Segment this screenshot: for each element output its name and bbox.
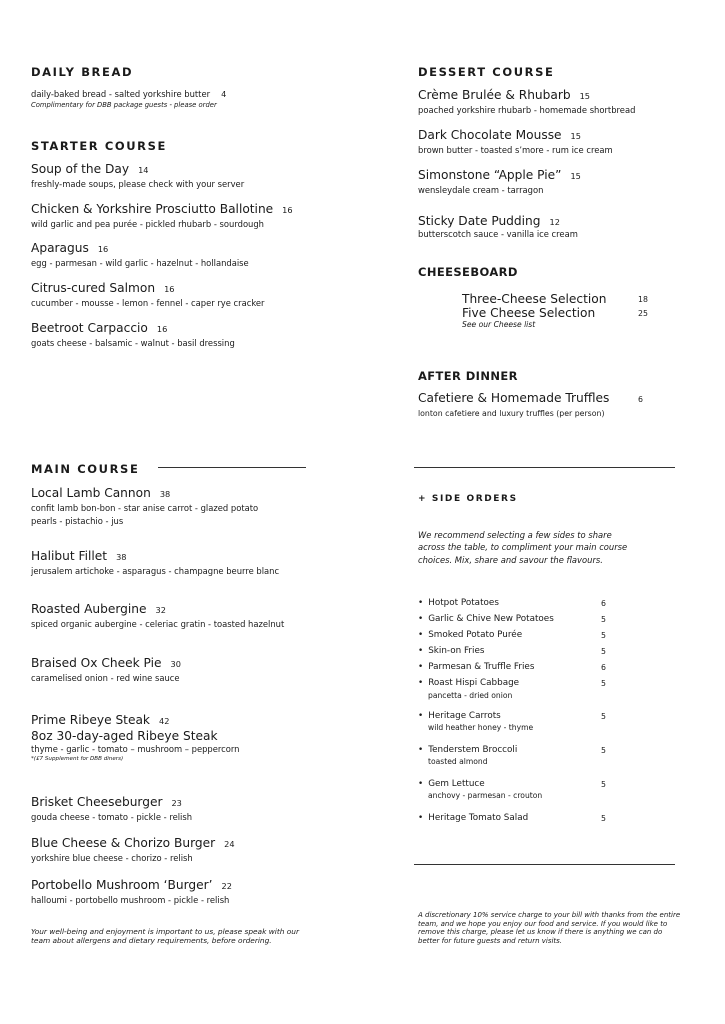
- daily-bread-note: Complimentary for DBB package guests - please order: [31, 101, 217, 109]
- side-item-price: 5: [601, 814, 606, 823]
- item-price: 32: [155, 605, 166, 615]
- item-description: freshly-made soups, please check with your server: [31, 179, 245, 189]
- cheese-item-name: Three-Cheese Selection: [462, 292, 607, 306]
- item-description: spiced organic aubergine - celeriac gratin - toasted hazelnut: [31, 619, 285, 629]
- item-description: poached yorkshire rhubarb - homemade shortbread: [418, 105, 636, 115]
- sides-intro-line: across the table, to compliment your main course: [418, 542, 628, 553]
- starter-item: [31, 321, 235, 349]
- item-price: 16: [97, 244, 109, 254]
- item-price: 15: [570, 171, 581, 181]
- item-name: Prime Ribeye Steak: [31, 713, 150, 727]
- item-note: *(£7 Supplement for DBB diners): [31, 756, 124, 762]
- dessert-heading: DESSERT COURSE: [418, 65, 555, 79]
- main-item: [31, 878, 232, 906]
- side-item-price: 5: [601, 631, 606, 640]
- after-dinner-heading: AFTER DINNER: [418, 369, 518, 383]
- item-description: jerusalem artichoke - asparagus - champagne beurre blanc: [31, 566, 280, 576]
- cheese-item-price: 25: [638, 309, 648, 318]
- service-charge-line: A discretionary 10% service charge to your bill with thanks from the entire: [418, 911, 681, 919]
- main-heading: MAIN COURSE: [31, 462, 140, 476]
- side-item-name: • Tenderstem Broccoli: [418, 745, 517, 755]
- side-item-desc: pancetta - dried onion: [428, 691, 513, 700]
- side-item-price: 5: [601, 712, 606, 721]
- item-description: cucumber - mousse - lemon - fennel - caper rye cracker: [31, 298, 265, 308]
- side-item-name: • Heritage Tomato Salad: [418, 813, 528, 823]
- item-subtitle: 8oz 30-day-aged Ribeye Steak: [31, 729, 218, 743]
- cheese-item-name: Five Cheese Selection: [462, 306, 596, 320]
- sides-bottom-rule: [414, 864, 675, 865]
- item-price: 12: [549, 217, 560, 227]
- service-charge-line: remove this charge, please let us know if there is anything we can do: [418, 928, 663, 937]
- item-name: Citrus-cured Salmon: [31, 281, 156, 295]
- side-item-name: • Gem Lettuce: [418, 779, 485, 789]
- main-item: [31, 656, 181, 684]
- dessert-item: [418, 128, 613, 156]
- after-dinner-desc: lonton cafetiere and luxury truffles (per person): [418, 409, 605, 418]
- starter-item: [31, 162, 244, 190]
- item-description: gouda cheese - tomato - pickle - relish: [31, 812, 193, 822]
- side-item-name: • Garlic & Chive New Potatoes: [418, 614, 554, 624]
- item-price: 38: [116, 552, 127, 562]
- item-price: 15: [570, 131, 581, 141]
- item-description: yorkshire blue cheese - chorizo - relish: [31, 853, 193, 863]
- item-name: Beetroot Carpaccio: [31, 321, 148, 335]
- cheeseboard-note: See our Cheese list: [462, 320, 536, 329]
- sides-heading: + SIDE ORDERS: [418, 494, 518, 504]
- item-name: Sticky Date Pudding: [418, 214, 541, 228]
- item-price: 16: [164, 284, 175, 294]
- item-name: Crème Brulée & Rhubarb: [418, 88, 571, 102]
- side-item-price: 5: [601, 615, 606, 624]
- item-name: Simonstone “Apple Pie”: [418, 168, 562, 182]
- sides-intro-line: choices. Mix, share and savour the flavours.: [418, 554, 603, 565]
- item-description: halloumi - portobello mushroom - pickle - relish: [31, 895, 230, 905]
- allergen-footer-line: team about allergens and dietary requirements, before ordering.: [31, 936, 272, 946]
- side-item-price: 6: [601, 599, 606, 608]
- daily-bread-description: [31, 89, 226, 100]
- item-name: Portobello Mushroom ‘Burger’: [31, 878, 213, 892]
- side-item-name: • Heritage Carrots: [418, 711, 501, 721]
- item-price: 14: [138, 165, 149, 175]
- side-item-desc: anchovy - parmesan - crouton: [428, 791, 543, 800]
- daily-bread-price: 4: [221, 89, 227, 99]
- main-item: [31, 836, 235, 864]
- daily-bread-heading: DAILY BREAD: [31, 65, 134, 79]
- main-item: [31, 713, 239, 762]
- side-item-name: • Roast Hispi Cabbage: [418, 678, 519, 688]
- item-description: wensleydale cream - tarragon: [418, 185, 544, 195]
- side-item-price: 5: [601, 780, 606, 789]
- side-item-price: 5: [601, 679, 606, 688]
- item-description: wild garlic and pea purée - pickled rhubarb - sourdough: [31, 219, 264, 229]
- side-item-name: • Smoked Potato Purée: [418, 630, 522, 640]
- item-description: brown butter - toasted s’more - rum ice cream: [418, 145, 613, 155]
- item-name: Braised Ox Cheek Pie: [31, 656, 162, 670]
- sides-intro: [418, 529, 627, 566]
- service-charge-line: better for future guests and return visits.: [418, 936, 563, 945]
- dessert-item: [418, 214, 578, 240]
- sides-top-rule: [414, 467, 675, 468]
- item-description: confit lamb bon-bon - star anise carrot - glazed potato: [31, 503, 259, 513]
- item-name: Aparagus: [31, 241, 89, 255]
- after-dinner-price: 6: [638, 395, 643, 404]
- after-dinner-item-name: Cafetiere & Homemade Truffles: [418, 391, 610, 405]
- side-item-price: 5: [601, 647, 606, 656]
- item-description-cont: pearls - pistachio - jus: [31, 516, 124, 526]
- starter-item: [31, 281, 264, 309]
- side-item-desc: wild heather honey - thyme: [428, 723, 534, 732]
- sides-intro-line: We recommend selecting a few sides to share: [418, 530, 612, 540]
- item-description: butterscotch sauce - vanilla ice cream: [418, 229, 578, 239]
- side-item-name: • Parmesan & Truffle Fries: [418, 662, 534, 672]
- starter-item: [31, 241, 249, 269]
- cheeseboard-heading: CHEESEBOARD: [418, 265, 518, 279]
- item-name: Brisket Cheeseburger: [31, 795, 163, 809]
- item-name: Local Lamb Cannon: [31, 486, 151, 500]
- side-item-name: • Hotpot Potatoes: [418, 598, 499, 608]
- item-name: Dark Chocolate Mousse: [418, 128, 562, 142]
- item-price: 24: [224, 839, 235, 849]
- side-item-price: 5: [601, 746, 606, 755]
- allergen-footer: [31, 927, 299, 946]
- main-item: [31, 602, 284, 630]
- cheese-item-price: 18: [638, 295, 648, 304]
- side-item-price: 6: [601, 663, 606, 672]
- main-item: [31, 795, 192, 823]
- item-description: goats cheese - balsamic - walnut - basil dressing: [31, 338, 235, 348]
- side-item-name: • Skin-on Fries: [418, 646, 484, 656]
- side-item-desc: toasted almond: [428, 757, 488, 766]
- item-description: egg - parmesan - wild garlic - hazelnut - hollandaise: [31, 258, 249, 268]
- service-charge-line: team, and we hope you enjoy our food and service. If you would like to: [418, 919, 668, 928]
- item-price: 38: [159, 489, 171, 499]
- allergen-footer-line: Your well-being and enjoyment is important to us, please speak with our: [31, 927, 299, 936]
- item-name: Roasted Aubergine: [31, 602, 147, 616]
- starter-item: [31, 202, 293, 230]
- item-price: 30: [170, 659, 181, 669]
- item-price: 23: [171, 798, 182, 808]
- item-name: Soup of the Day: [31, 162, 130, 176]
- starter-heading: STARTER COURSE: [31, 139, 167, 153]
- main-item: [31, 549, 279, 577]
- dessert-item: [418, 88, 635, 116]
- item-name: Halibut Fillet: [31, 549, 108, 563]
- main-heading-rule: [158, 467, 306, 468]
- item-price: 22: [221, 881, 232, 891]
- main-item: [31, 486, 258, 527]
- item-price: 42: [159, 716, 170, 726]
- item-price: 15: [579, 91, 591, 101]
- service-charge-note: [418, 911, 680, 945]
- item-description: thyme - garlic - tomato – mushroom – peppercorn: [31, 744, 240, 754]
- item-name: Blue Cheese & Chorizo Burger: [31, 836, 216, 850]
- item-name: Chicken & Yorkshire Prosciutto Ballotine: [31, 202, 274, 216]
- dessert-item: [418, 168, 581, 196]
- item-price: 16: [282, 205, 293, 215]
- daily-bread-desc: daily-baked bread - salted yorkshire butter: [31, 89, 211, 99]
- item-price: 16: [156, 324, 168, 334]
- item-description: caramelised onion - red wine sauce: [31, 673, 180, 683]
